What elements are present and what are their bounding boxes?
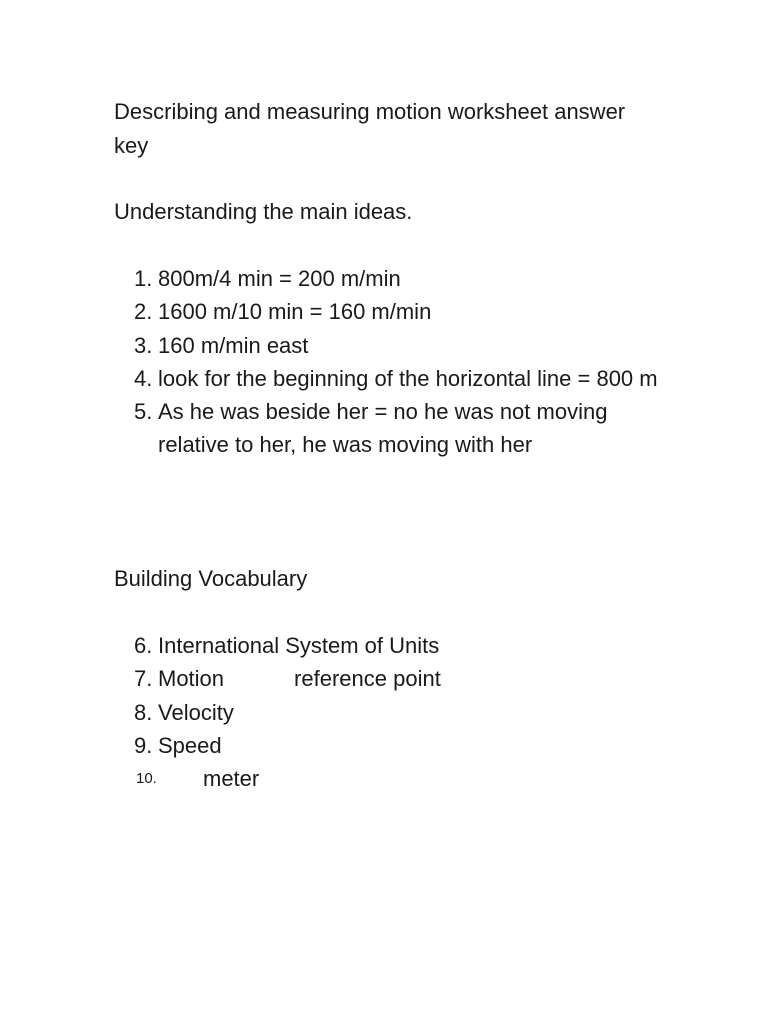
item-text: 1600 m/10 min = 160 m/min xyxy=(158,299,432,325)
item-number: 6. xyxy=(134,633,153,658)
list-item xyxy=(114,362,674,395)
list-item xyxy=(114,629,674,662)
item-number: 4. xyxy=(134,365,153,391)
item-text: 800m/4 min = 200 m/min xyxy=(158,266,401,291)
page-title: Describing and measuring motion worksheet answer key xyxy=(114,99,626,158)
list-item xyxy=(114,329,674,362)
item-text: 160 m/min east xyxy=(158,332,309,358)
list-item xyxy=(114,395,674,462)
vocabulary-list xyxy=(114,629,674,795)
item-text: meter xyxy=(203,766,260,792)
item-text: Speed xyxy=(158,732,222,758)
main-ideas-list xyxy=(114,262,674,462)
list-item xyxy=(114,295,674,328)
section-heading-vocabulary: Building Vocabulary xyxy=(114,566,308,591)
item-number: 2. xyxy=(134,299,153,325)
item-number: 8. xyxy=(134,699,153,725)
list-item xyxy=(114,762,674,795)
item-text: look for the beginning of the horizontal line = 800 m xyxy=(158,365,658,391)
item-text: International System of Units xyxy=(158,633,440,658)
item-number: 9. xyxy=(134,732,153,758)
list-item xyxy=(114,696,674,729)
section-heading-main-ideas: Understanding the main ideas. xyxy=(114,199,413,224)
item-extra-text: reference point xyxy=(294,666,441,692)
item-text: Velocity xyxy=(158,699,234,725)
item-number: 5. xyxy=(134,399,153,425)
item-number: 10. xyxy=(136,770,157,788)
list-item xyxy=(114,729,674,762)
item-number: 3. xyxy=(134,332,153,358)
item-number: 7. xyxy=(134,666,153,692)
list-item xyxy=(114,262,674,295)
item-number: 1. xyxy=(134,266,153,291)
item-text: As he was beside her = no he was not moving relative to her, he was moving with her xyxy=(158,399,608,458)
list-item xyxy=(114,662,674,695)
item-text: Motion xyxy=(158,666,225,692)
